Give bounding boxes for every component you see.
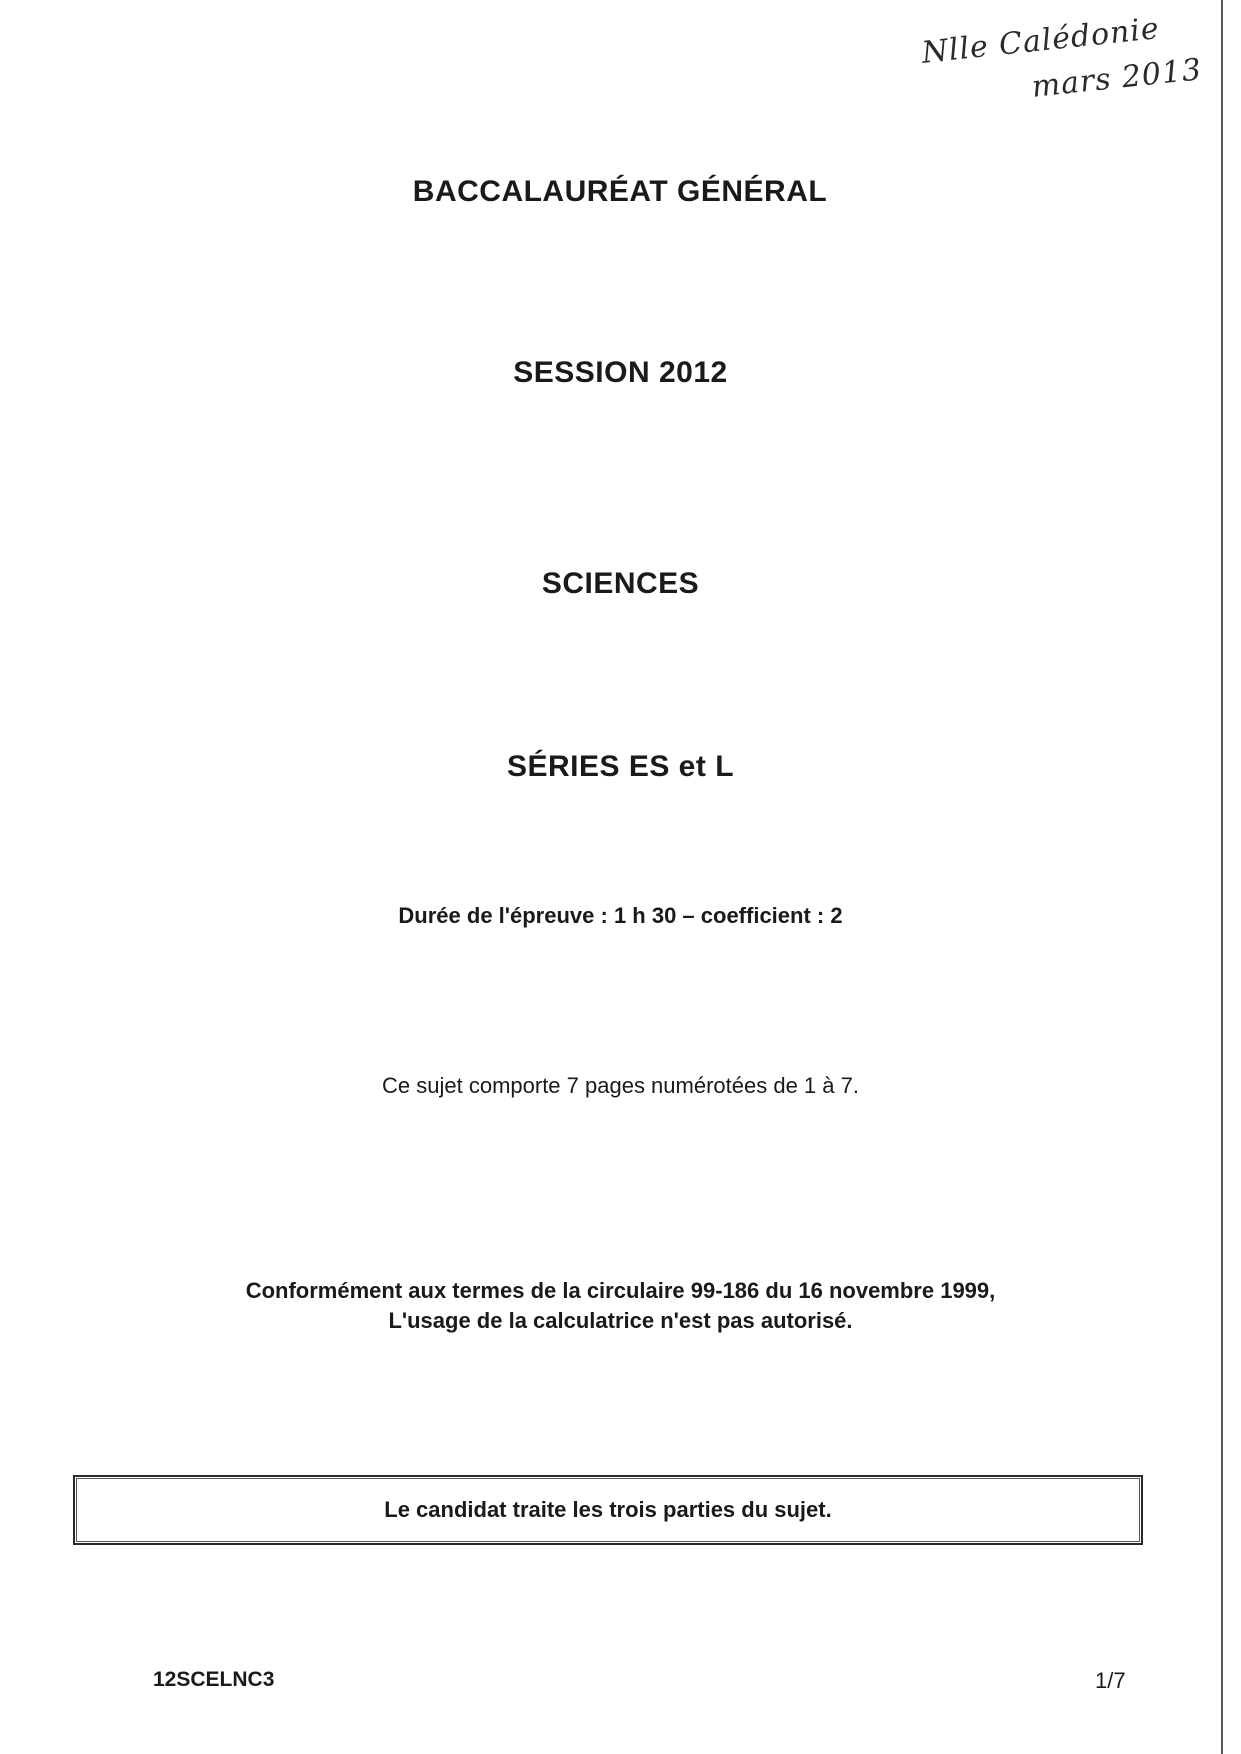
exam-title: BACCALAURÉAT GÉNÉRAL (412, 175, 828, 208)
subject-title: SCIENCES (541, 567, 700, 600)
footer-page-number: 1/7 (1095, 1668, 1126, 1693)
scan-edge-line (1221, 0, 1223, 1754)
footer-code: 12SCELNC3 (153, 1668, 275, 1691)
series-title: SÉRIES ES et L (506, 750, 735, 783)
duration-text: Durée de l'épreuve : 1 h 30 – coefficient : 2 (398, 903, 843, 928)
handwritten-note-line2: mars 2013 (1030, 52, 1204, 105)
circulaire-text-line2: L'usage de la calculatrice n'est pas autorisé. (388, 1308, 853, 1333)
pages-note-text: Ce sujet comporte 7 pages numérotées de 1 à 7. (382, 1073, 859, 1098)
circulaire-text-line1: Conformément aux termes de la circulaire 99-186 du 16 novembre 1999, (245, 1278, 996, 1303)
notice-box (73, 1475, 1143, 1545)
notice-text: Le candidat traite les trois parties du sujet. (384, 1497, 832, 1522)
handwritten-note-line1: Nlle Calédonie (920, 11, 1162, 71)
session-title: SESSION 2012 (513, 356, 728, 389)
